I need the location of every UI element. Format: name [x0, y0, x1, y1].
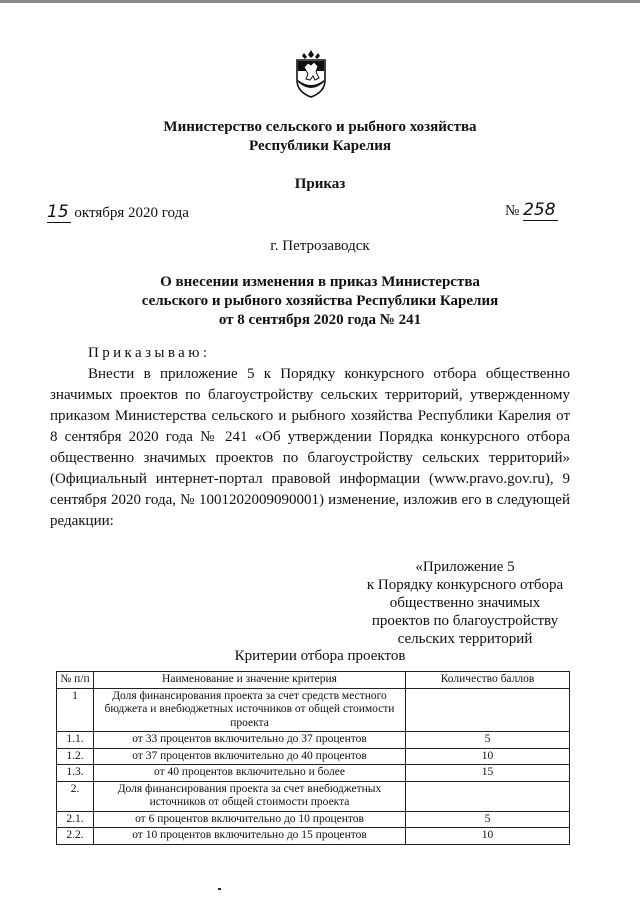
row-num: 1.1. [57, 732, 94, 749]
table-row [57, 828, 570, 845]
document-city: г. Петрозаводск [270, 238, 370, 254]
karelia-coat-of-arms-icon [294, 50, 328, 98]
row-name: Доля финансирования проекта за счет внебюджетных источников от общей стоимости проекта [94, 781, 406, 811]
row-score: 15 [406, 765, 570, 782]
table-row [57, 781, 570, 811]
table-row [57, 765, 570, 782]
row-name: от 33 процентов включительно до 37 процентов [94, 732, 406, 749]
body-paragraph-text: Внести в приложение 5 к Порядку конкурсного отбора общественно значимых проектов по благоустройству сельских территорий, утвержденному приказом Министерства сельского и рыбного хозяйства Республики Карелия от 8 сентября 2020 года № 241 «Об утверждении Порядка конкурсного отбора общественно значимых проектов по благоустройству сельских территорий» (Официальный интернет-портал правовой информации (www.pravo.gov.ru), 9 сентября 2020 года, № 1001202009090001) изменение, изложив его в следующей редакции: [50, 366, 570, 529]
header-name: Наименование и значение критерия [94, 672, 406, 689]
ministry-name-line1: Министерство сельского и рыбного хозяйства [163, 119, 477, 135]
appendix-line1: «Приложение 5 [415, 559, 515, 575]
appendix-line4: проектов по благоустройству [371, 613, 559, 629]
table-row [57, 688, 570, 732]
number-prefix: № [505, 203, 520, 219]
row-name: Доля финансирования проекта за счет средств местного бюджета и внебюджетных источников от общей стоимости проекта [94, 688, 406, 732]
row-name: от 10 процентов включительно до 15 процентов [94, 828, 406, 845]
header-num: № п/п [57, 672, 94, 689]
row-num: 1 [57, 688, 94, 732]
criteria-table-title: Критерии отбора проектов [234, 648, 406, 664]
table-row [57, 811, 570, 828]
row-num: 1.3. [57, 765, 94, 782]
date-day-handwritten: 15 [47, 202, 69, 222]
row-score [406, 688, 570, 732]
subject-line2: сельского и рыбного хозяйства Республики Карелия [141, 293, 499, 309]
appendix-line2: к Порядку конкурсного отбора [366, 577, 564, 593]
row-num: 2.2. [57, 828, 94, 845]
header-score: Количество баллов [406, 672, 570, 689]
document-number [505, 200, 558, 221]
row-name: от 6 процентов включительно до 10 процентов [94, 811, 406, 828]
row-score: 5 [406, 811, 570, 828]
row-score: 5 [406, 732, 570, 749]
appendix-line3: общественно значимых [389, 595, 541, 611]
body-paragraph [50, 364, 570, 532]
row-score: 10 [406, 828, 570, 845]
table-row [57, 732, 570, 749]
scan-artifact-line [0, 0, 640, 3]
scan-speck [218, 888, 221, 890]
number-handwritten: 258 [523, 200, 556, 220]
row-name: от 37 процентов включительно до 40 процентов [94, 748, 406, 765]
subject-line3: от 8 сентября 2020 года № 241 [218, 312, 422, 328]
ministry-name-line2: Республики Карелия [249, 138, 391, 154]
document-type-title: Приказ [294, 176, 346, 192]
document-subject [0, 273, 640, 330]
date-month-year: октября 2020 года [74, 205, 189, 221]
appendix-line5: сельских территорий [397, 631, 533, 647]
ministry-name [0, 118, 640, 156]
subject-line1: О внесении изменения в приказ Министерства [160, 274, 480, 290]
row-num: 1.2. [57, 748, 94, 765]
criteria-table [56, 671, 570, 845]
table-row [57, 748, 570, 765]
row-name: от 40 процентов включительно и более [94, 765, 406, 782]
row-num: 2.1. [57, 811, 94, 828]
row-score: 10 [406, 748, 570, 765]
document-date [47, 202, 189, 223]
row-score [406, 781, 570, 811]
appendix-header [330, 558, 600, 648]
row-num: 2. [57, 781, 94, 811]
criteria-table-header-row [57, 672, 570, 689]
order-word: Приказываю: [88, 345, 211, 361]
